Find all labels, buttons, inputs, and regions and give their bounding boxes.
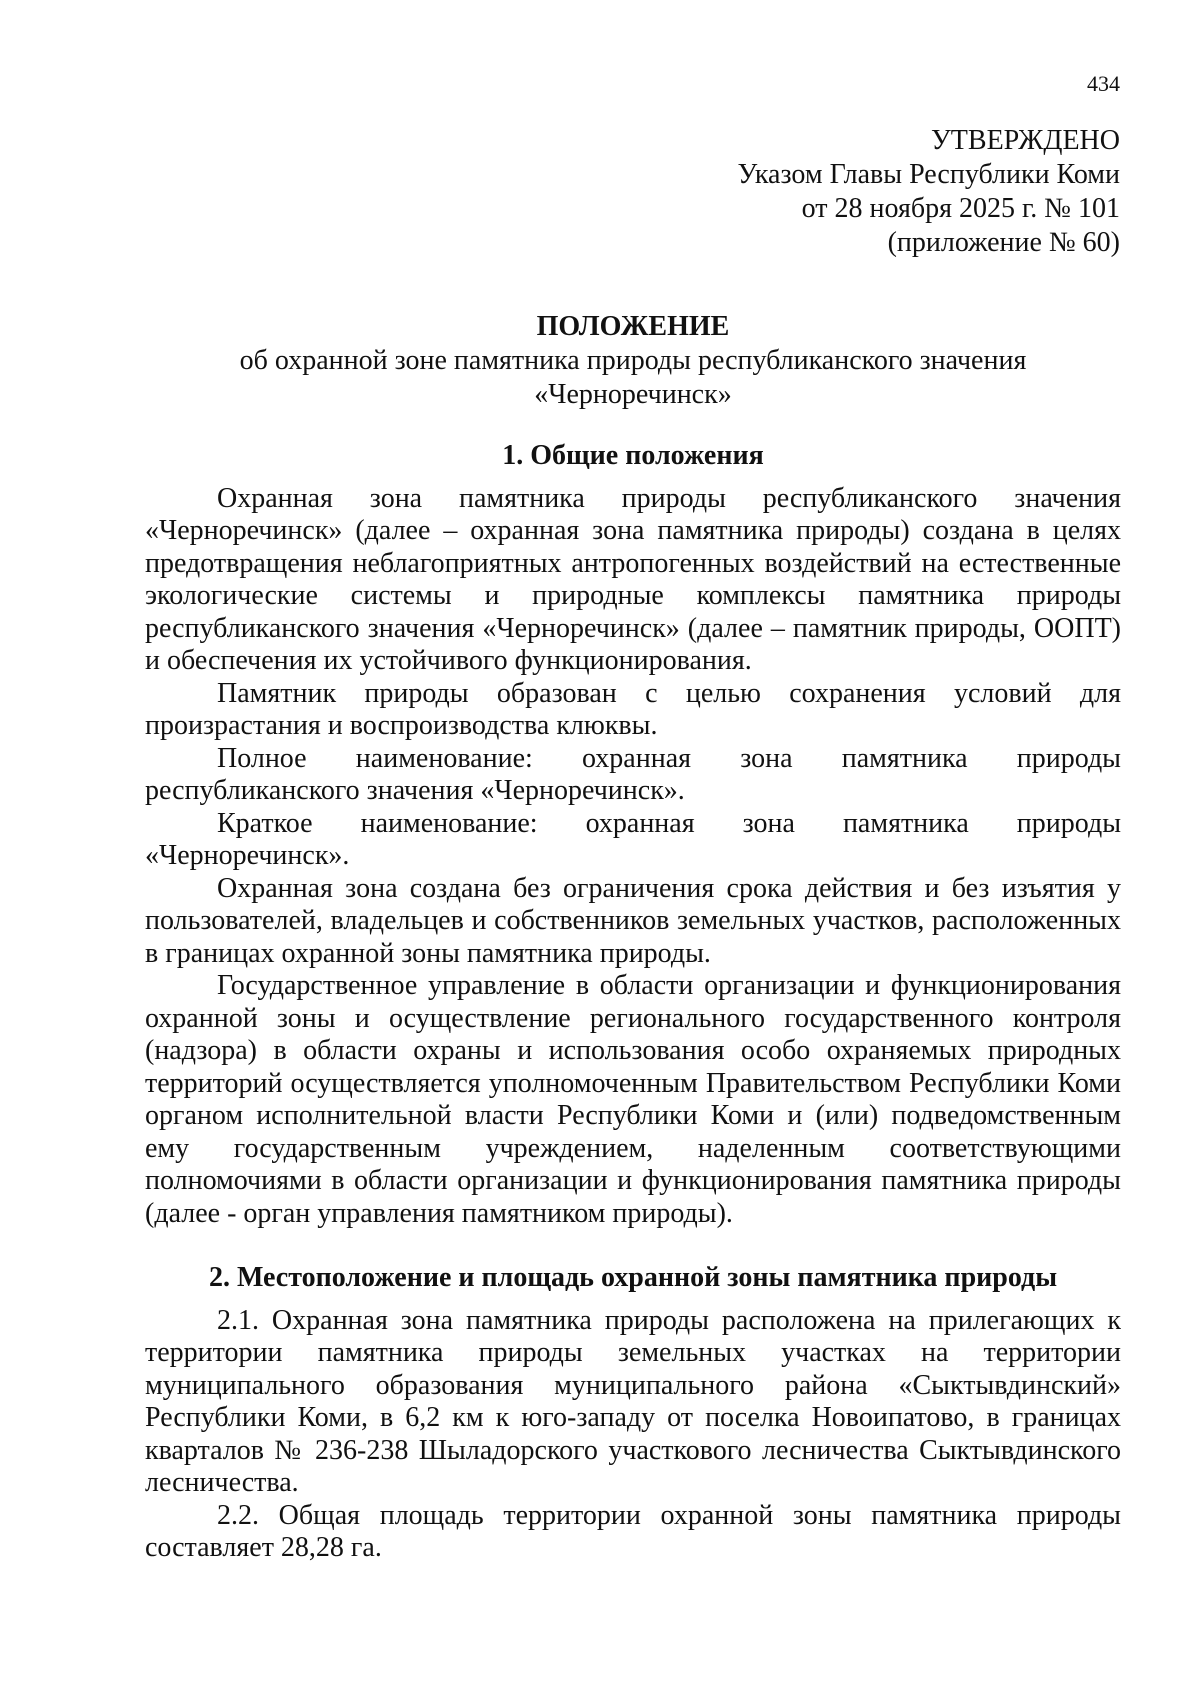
section-1-paragraph: Полное наименование: охранная зона памятника природы республиканского значения «Черноречинск». (145, 742, 1121, 806)
section-1-paragraph: Краткое наименование: охранная зона памятника природы «Черноречинск». (145, 807, 1121, 871)
document-subtitle-line-1: об охранной зоне памятника природы республиканского значения (239, 345, 1027, 376)
document-title-block (145, 310, 1121, 412)
section-1-paragraph: Охранная зона памятника природы республиканского значения «Черноречинск» (далее – охранная зона памятника природы) создана в целях предотвращения неблагоприятных антропогенных воздействий на естественные экологические системы и природные комплексы памятника природы республиканского значения «Черноречинск» (далее – памятник природы, ООПТ) и обеспечения их устойчивого функционирования. (145, 482, 1121, 676)
approval-stamp-block (738, 124, 1120, 260)
section-1-paragraph: Государственное управление в области организации и функционирования охранной зоны и осуществление регионального государственного контроля (надзора) в области охраны и использования особо охраняемых природных территорий осуществляется уполномоченным Правительством Республики Коми органом исполнительной власти Республики Коми и (или) подведомственным ему государственным учреждением, наделенным соответствующими полномочиями в области организации и функционирования памятника природы (далее - орган управления памятником природы). (145, 970, 1121, 1229)
approval-line-decree: Указом Главы Республики Коми (737, 159, 1120, 190)
approval-line-date: от 28 ноября 2025 г. № 101 (801, 193, 1120, 224)
approval-line-appendix: (приложение № 60) (887, 227, 1120, 258)
page-number: 434 (1087, 71, 1120, 96)
section-2-heading: 2. Местоположение и площадь охранной зоны памятника природы (208, 1262, 1058, 1293)
section-1-paragraph: Памятник природы образован с целью сохранения условий для произрастания и воспроизводства клюквы. (145, 677, 1121, 741)
section-2-paragraph: 2.1. Охранная зона памятника природы расположена на прилегающих к территории памятника природы земельных участках на территории муниципального образования муниципального района «Сыктывдинский» Республики Коми, в 6,2 км к юго-западу от поселка Новоипатово, в границах кварталов № 236-238 Шыладорского участкового лесничества Сыктывдинского лесничества. (145, 1304, 1121, 1498)
section-1-paragraph: Охранная зона создана без ограничения срока действия и без изъятия у пользователей, владельцев и собственников земельных участков, расположенных в границах охранной зоны памятника природы. (145, 872, 1121, 969)
section-1-heading: 1. Общие положения (502, 440, 764, 471)
section-2-paragraph: 2.2. Общая площадь территории охранной зоны памятника природы составляет 28,28 га. (145, 1499, 1121, 1563)
document-body (145, 440, 1121, 1565)
approval-line-approved: УТВЕРЖДЕНО (930, 125, 1120, 156)
document-subtitle-line-2: «Черноречинск» (534, 379, 732, 410)
document-title: ПОЛОЖЕНИЕ (536, 311, 730, 342)
